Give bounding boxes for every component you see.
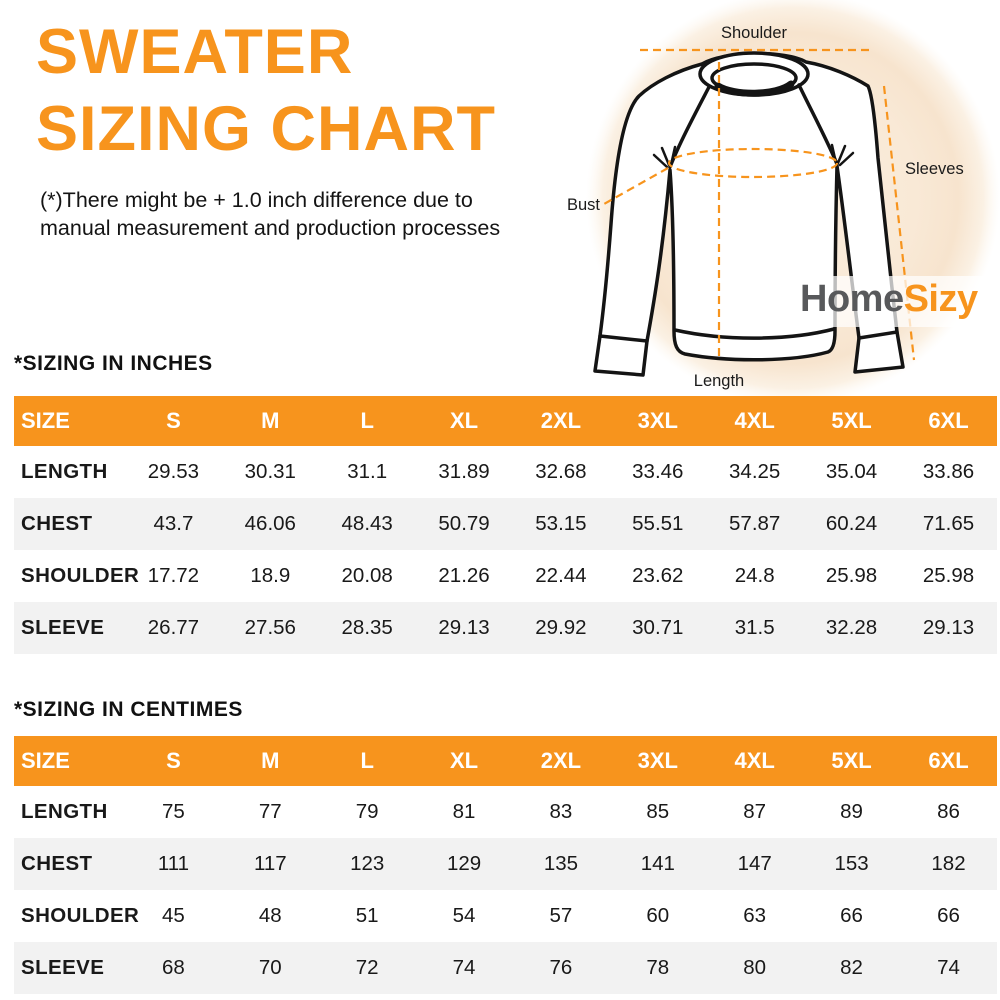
cell-value: 34.25	[729, 460, 781, 483]
table-row	[14, 838, 997, 890]
cell-value: 85	[646, 800, 670, 823]
cell-value: 53.15	[535, 512, 587, 535]
cell-value: 66	[937, 904, 960, 927]
cell-value: 43.7	[153, 512, 194, 535]
cell-value: 29.53	[147, 460, 200, 483]
cell-value: 82	[840, 956, 863, 979]
col-header-6xl: 6XL	[900, 396, 997, 446]
cell-value: 31.5	[734, 616, 775, 639]
cell-value: 29.13	[438, 616, 490, 639]
shoulder-label: Shoulder	[720, 24, 788, 42]
cell-value: 17.72	[147, 564, 200, 587]
row-label: SLEEVE	[21, 956, 105, 979]
disclaimer-line2: manual measurement and production processes	[40, 216, 501, 240]
cell-value: 79	[355, 800, 379, 823]
cell-value: 51	[355, 904, 379, 927]
cell-value: 46.06	[244, 512, 296, 535]
table-row	[14, 942, 997, 994]
cell-value: 20.08	[341, 564, 393, 587]
row-label: LENGTH	[21, 460, 108, 483]
logo-sizy-text: Sizy	[903, 278, 978, 320]
col-header-s: S	[125, 736, 222, 786]
col-header-l: L	[319, 396, 416, 446]
row-label: LENGTH	[21, 800, 108, 823]
col-header-2xl: 2XL	[513, 396, 610, 446]
table-row	[14, 550, 997, 602]
sweater-diagram-svg	[556, 0, 1000, 398]
cell-value: 57	[549, 904, 573, 927]
cell-value: 70	[258, 956, 282, 979]
cell-value: 74	[937, 956, 960, 979]
cell-value: 111	[157, 852, 190, 875]
cell-value: 83	[549, 800, 573, 823]
col-header-l: L	[319, 736, 416, 786]
cell-value: 28.35	[341, 616, 393, 639]
cell-value: 77	[258, 800, 282, 823]
cell-value: 29.13	[922, 616, 975, 639]
bust-label: Bust	[566, 196, 600, 214]
cell-value: 129	[446, 852, 482, 875]
row-label: SHOULDER	[21, 564, 140, 587]
table-row	[14, 446, 997, 498]
cell-value: 75	[162, 800, 185, 823]
cell-value: 30.31	[244, 460, 296, 483]
cell-value: 32.68	[535, 460, 587, 483]
col-header-5xl: 5XL	[803, 396, 900, 446]
cell-value: 117	[253, 852, 287, 875]
sleeves-label: Sleeves	[905, 160, 964, 178]
page-title-line1: SWEATER	[36, 17, 354, 87]
cell-value: 71.65	[922, 512, 975, 535]
cell-value: 21.26	[438, 564, 490, 587]
cell-value: 45	[162, 904, 185, 927]
cell-value: 55.51	[632, 512, 684, 535]
row-label: CHEST	[21, 512, 93, 535]
sweater-measurement-diagram	[556, 0, 1000, 398]
col-header-m: M	[222, 736, 319, 786]
cell-value: 74	[452, 956, 476, 979]
cell-value: 68	[162, 956, 185, 979]
cell-value: 27.56	[244, 616, 296, 639]
cell-value: 80	[743, 956, 767, 979]
cell-value: 31.1	[347, 460, 388, 483]
cell-value: 18.9	[250, 564, 291, 587]
cell-value: 48.43	[341, 512, 393, 535]
cell-value: 50.79	[438, 512, 490, 535]
cell-value: 86	[937, 800, 960, 823]
cell-value: 182	[931, 852, 966, 875]
col-header-5xl: 5XL	[803, 736, 900, 786]
col-header-3xl: 3XL	[609, 396, 706, 446]
table-row	[14, 602, 997, 654]
cell-value: 24.8	[734, 564, 775, 587]
logo-home-text: Home	[800, 278, 904, 320]
cell-value: 33.86	[922, 460, 975, 483]
table-row	[14, 498, 997, 550]
row-label: SLEEVE	[21, 616, 105, 639]
cell-value: 63	[743, 904, 767, 927]
col-header-6xl: 6XL	[900, 736, 997, 786]
col-header-size: SIZE	[14, 396, 125, 446]
col-header-m: M	[222, 396, 319, 446]
col-header-size: SIZE	[14, 736, 125, 786]
cell-value: 48	[258, 904, 282, 927]
cell-value: 147	[737, 852, 772, 875]
cell-value: 25.98	[825, 564, 878, 587]
col-header-2xl: 2XL	[513, 736, 610, 786]
sizing-table-centimes	[14, 736, 997, 994]
col-header-3xl: 3XL	[609, 736, 706, 786]
cell-value: 153	[834, 852, 869, 875]
col-header-xl: XL	[416, 736, 513, 786]
cell-value: 76	[549, 956, 573, 979]
cell-value: 87	[743, 800, 767, 823]
cell-value: 123	[350, 852, 385, 875]
cell-value: 29.92	[535, 616, 587, 639]
sizing-table-inches	[14, 396, 997, 654]
cell-value: 135	[543, 852, 579, 875]
cell-value: 60.24	[825, 512, 878, 535]
section-title-inches: *SIZING IN INCHES	[14, 352, 213, 375]
col-header-4xl: 4XL	[706, 396, 803, 446]
cell-value: 32.28	[825, 616, 878, 639]
cell-value: 31.89	[438, 460, 490, 483]
section-title-centimes: *SIZING IN CENTIMES	[14, 698, 243, 721]
disclaimer-text	[40, 186, 500, 242]
cell-value: 23.62	[632, 564, 684, 587]
page-title	[36, 14, 496, 168]
row-label: SHOULDER	[21, 904, 140, 927]
page-title-line2: SIZING CHART	[36, 94, 496, 164]
homesizy-logo	[790, 276, 992, 327]
row-label: CHEST	[21, 852, 93, 875]
cell-value: 60	[646, 904, 670, 927]
cell-value: 81	[452, 800, 476, 823]
cell-value: 35.04	[825, 460, 878, 483]
cell-value: 57.87	[729, 512, 781, 535]
length-label: Length	[693, 372, 745, 390]
col-header-xl: XL	[416, 396, 513, 446]
cell-value: 78	[646, 956, 670, 979]
table-row	[14, 890, 997, 942]
cell-value: 26.77	[147, 616, 200, 639]
cell-value: 54	[452, 904, 476, 927]
col-header-4xl: 4XL	[706, 736, 803, 786]
cell-value: 30.71	[632, 616, 684, 639]
cell-value: 89	[840, 800, 863, 823]
disclaimer-line1: (*)There might be + 1.0 inch difference due to	[40, 188, 473, 212]
col-header-s: S	[125, 396, 222, 446]
table-row	[14, 786, 997, 838]
cell-value: 141	[640, 852, 675, 875]
cell-value: 22.44	[535, 564, 587, 587]
cell-value: 33.46	[632, 460, 684, 483]
cell-value: 66	[840, 904, 863, 927]
cell-value: 25.98	[922, 564, 975, 587]
cell-value: 72	[355, 956, 379, 979]
